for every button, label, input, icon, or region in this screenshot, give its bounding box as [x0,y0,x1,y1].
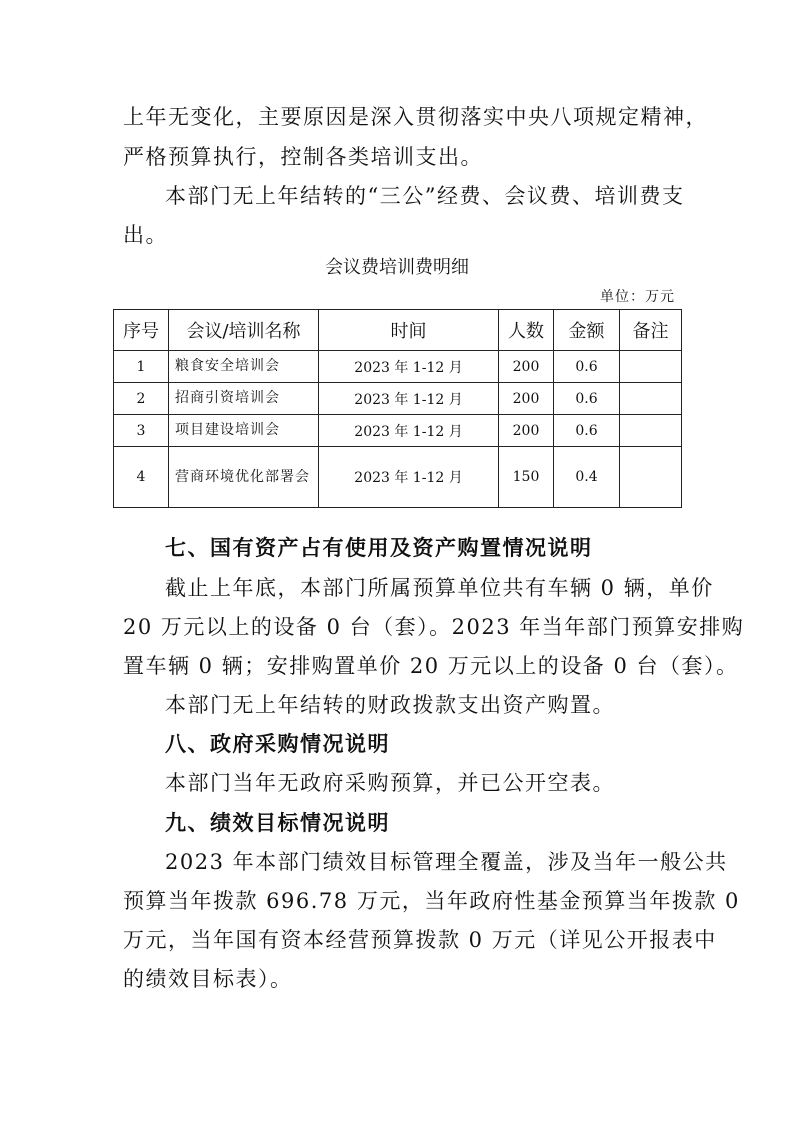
header-note: 备注 [620,310,682,351]
section-7-heading: 七、国有资产占有使用及资产购置情况说明 [165,536,593,560]
section-8-heading: 八、政府采购情况说明 [165,732,390,756]
cell-no: 2 [114,383,169,415]
cell-time: 2023 年 1-12 月 [319,447,499,508]
cell-name: 招商引资培训会 [169,383,319,415]
meeting-training-fee-table [113,309,682,508]
table-row [114,415,682,447]
section-7-line-3: 置车辆 0 辆；安排购置单价 20 万元以上的设备 0 台（套）。 [123,654,739,678]
section-8-line-1: 本部门当年无政府采购预算，并已公开空表。 [165,771,615,795]
section-9-line-4: 的绩效目标表）。 [123,967,293,991]
cell-no: 4 [114,447,169,508]
header-no: 序号 [114,310,169,351]
table-row [114,447,682,508]
cell-amount: 0.6 [554,383,620,415]
section-9-heading: 九、绩效目标情况说明 [165,811,390,835]
cell-people: 200 [499,415,554,447]
table-header-row [114,310,682,351]
intro-line-3: 本部门无上年结转的“三公”经费、会议费、培训费支 [165,184,685,208]
cell-note [620,447,682,508]
intro-line-2: 严格预算执行，控制各类培训支出。 [123,145,483,169]
cell-name: 营商环境优化部署会 [169,447,319,508]
header-name: 会议/培训名称 [169,310,319,351]
intro-line-1: 上年无变化，主要原因是深入贯彻落实中央八项规定精神， [123,105,708,129]
table-row [114,383,682,415]
cell-note [620,415,682,447]
section-9-line-1: 2023 年本部门绩效目标管理全覆盖，涉及当年一般公共 [165,850,728,874]
cell-people: 200 [499,383,554,415]
table-title: 会议费培训费明细 [325,257,469,278]
cell-time: 2023 年 1-12 月 [319,415,499,447]
header-time: 时间 [319,310,499,351]
section-9-line-2: 预算当年拨款 696.78 万元，当年政府性基金预算当年拨款 0 [123,889,740,913]
section-7-line-2: 20 万元以上的设备 0 台（套）。2023 年当年部门预算安排购 [123,615,745,639]
cell-time: 2023 年 1-12 月 [319,383,499,415]
section-9-line-3: 万元，当年国有资本经营预算拨款 0 万元（详见公开报表中 [123,928,717,952]
intro-line-4: 出。 [123,223,168,247]
cell-no: 3 [114,415,169,447]
header-people: 人数 [499,310,554,351]
table-row [114,351,682,383]
table-unit: 单位：万元 [600,289,675,305]
cell-amount: 0.4 [554,447,620,508]
section-7-line-4: 本部门无上年结转的财政拨款支出资产购置。 [165,693,615,717]
cell-time: 2023 年 1-12 月 [319,351,499,383]
cell-people: 200 [499,351,554,383]
header-amount: 金额 [554,310,620,351]
section-7-line-1: 截止上年底，本部门所属预算单位共有车辆 0 辆，单价 [165,576,714,600]
cell-no: 1 [114,351,169,383]
cell-amount: 0.6 [554,351,620,383]
cell-name: 项目建设培训会 [169,415,319,447]
cell-note [620,383,682,415]
cell-amount: 0.6 [554,415,620,447]
cell-name: 粮食安全培训会 [169,351,319,383]
cell-people: 150 [499,447,554,508]
cell-note [620,351,682,383]
